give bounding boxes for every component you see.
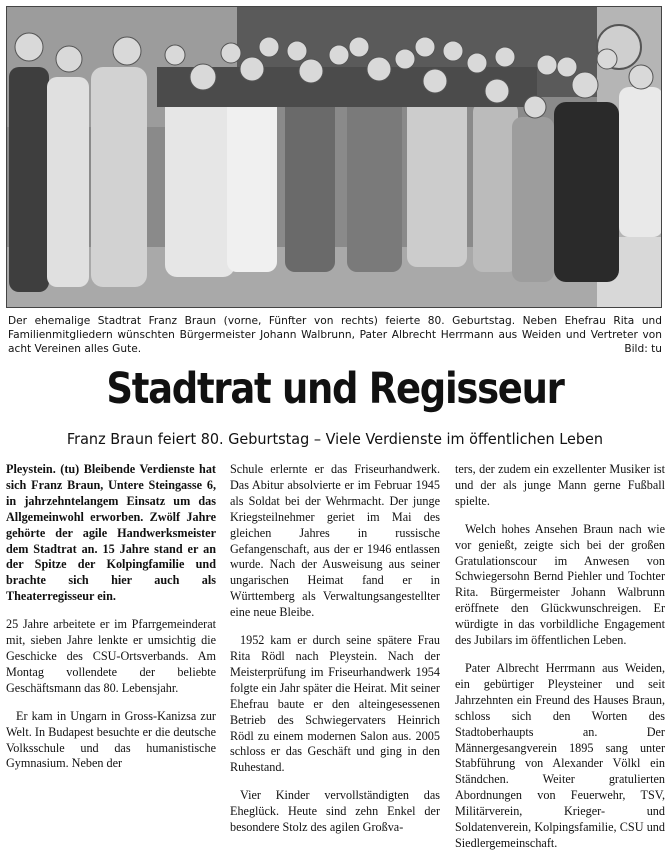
article-paragraph: 1952 kam er durch seine spätere Frau Rita Rödl nach Pleystein. Nach der Meisterprüfung im Friseurhandwerk 1954 folgte ein Jahr später die Heirat. Mit seiner Ehefrau baute er den alteingesessenen Betrieb des Schwiegervaters Heinrich Rödl zu einem modernen Salon aus. 2005 schloss er das Geschäft und ging in den Ruhestand. [230,633,440,775]
group-photo [6,6,662,308]
article-paragraph: Schule erlernte er das Friseurhandwerk. Das Abitur absolvierte er im Februar 1945 als Soldat bei der Wehrmacht. Der junge Kriegsteilnehmer geriet im Mai des gleichen Jahres in russische Gefangenschaft, aus der er 1946 entlassen wurde. Nach der Ausweisung aus seiner ungarischen Heimat fand er in Württemberg als Verwaltungsangestellter eine neue Bleibe. [230,462,440,620]
article-paragraph: Pater Albrecht Herrmann aus Weiden, ein gebürtiger Pleysteiner und seit Jahrzehnten ein Freund des Hauses Braun, schloss sich den Worten des Stadtoberhaupts an. Der Männergesangverein 1895 sang unter Stabführung von Alexander Völkl ein Ständchen. Weiter gratulierten Abordnungen von Feuerwehr, TSV, Militärverein, Krieger- und Soldatenverein, Kolpingsfamilie, CSU und Siedlergemeinschaft. [455,660,665,850]
photo-caption-text: Der ehemalige Stadtrat Franz Braun (vorne, Fünfter von rechts) feierte 80. Geburtstag. Neben Ehefrau Rita und Familienmitgliedern wünschten Bürgermeister Johann Walbrunn, Pater Albrecht Herrmann aus Weiden und Vertreter von acht Vereinen alles Gute. [8,315,662,355]
group-photo-illustration [7,7,662,308]
article-paragraph: Vier Kinder vervollständigten das Eheglück. Heute sind zehn Enkel der besondere Stolz des agilen Großva- [230,788,440,835]
photo-caption [8,314,662,356]
photo-credit: Bild: tu [624,343,662,355]
article-column-3 [455,462,665,864]
article-lead: Pleystein. (tu) Bleibende Verdienste hat sich Franz Braun, Untere Steingasse 6, in jahrzehntelangem Einsatz um das Allgemeinwohl erworben. Zwölf Jahre gehörte der agile Handwerksmeister dem Stadtrat an. 15 Jahre stand er an der Spitze der Kolpingfamilie und brachte sich hier auch als Theaterregisseur ein. [6,462,216,604]
article-paragraph: 25 Jahre arbeitete er im Pfarrgemeinderat mit, sieben Jahre lenkte er umsichtig die Geschicke des CSU-Ortsverbands. Am Montag vollendete der beliebte Geschäftsmann das 80. Lebensjahr. [6,617,216,695]
article-column-2 [230,462,440,848]
article-subheadline: Franz Braun feiert 80. Geburtstag – Viele Verdienste im öffentlichen Leben [66,430,604,448]
article-headline: Stadtrat und Regisseur [106,364,564,414]
article-paragraph: Welch hohes Ansehen Braun nach wie vor genießt, zeigte sich bei der großen Gratulationscour im Anwesen von Schwiegersohn Bernd Piehler und Tochter Rita. Bürgermeister Johann Walbrunn eröffnete den Glückwunschreigen. Er würdigte in das vorbildliche Engagement des Jubilars im öffentlichen Leben. [455,521,665,648]
article-paragraph: Er kam in Ungarn in Gross-Kanizsa zur Welt. In Budapest besuchte er die deutsche Volksschule und das humanistische Gymnasium. Neben der [6,708,216,771]
article-column-1 [6,462,216,784]
article-paragraph: ters, der zudem ein exzellenter Musiker ist und der als junge Mann gerne Fußball spielte. [455,462,665,508]
